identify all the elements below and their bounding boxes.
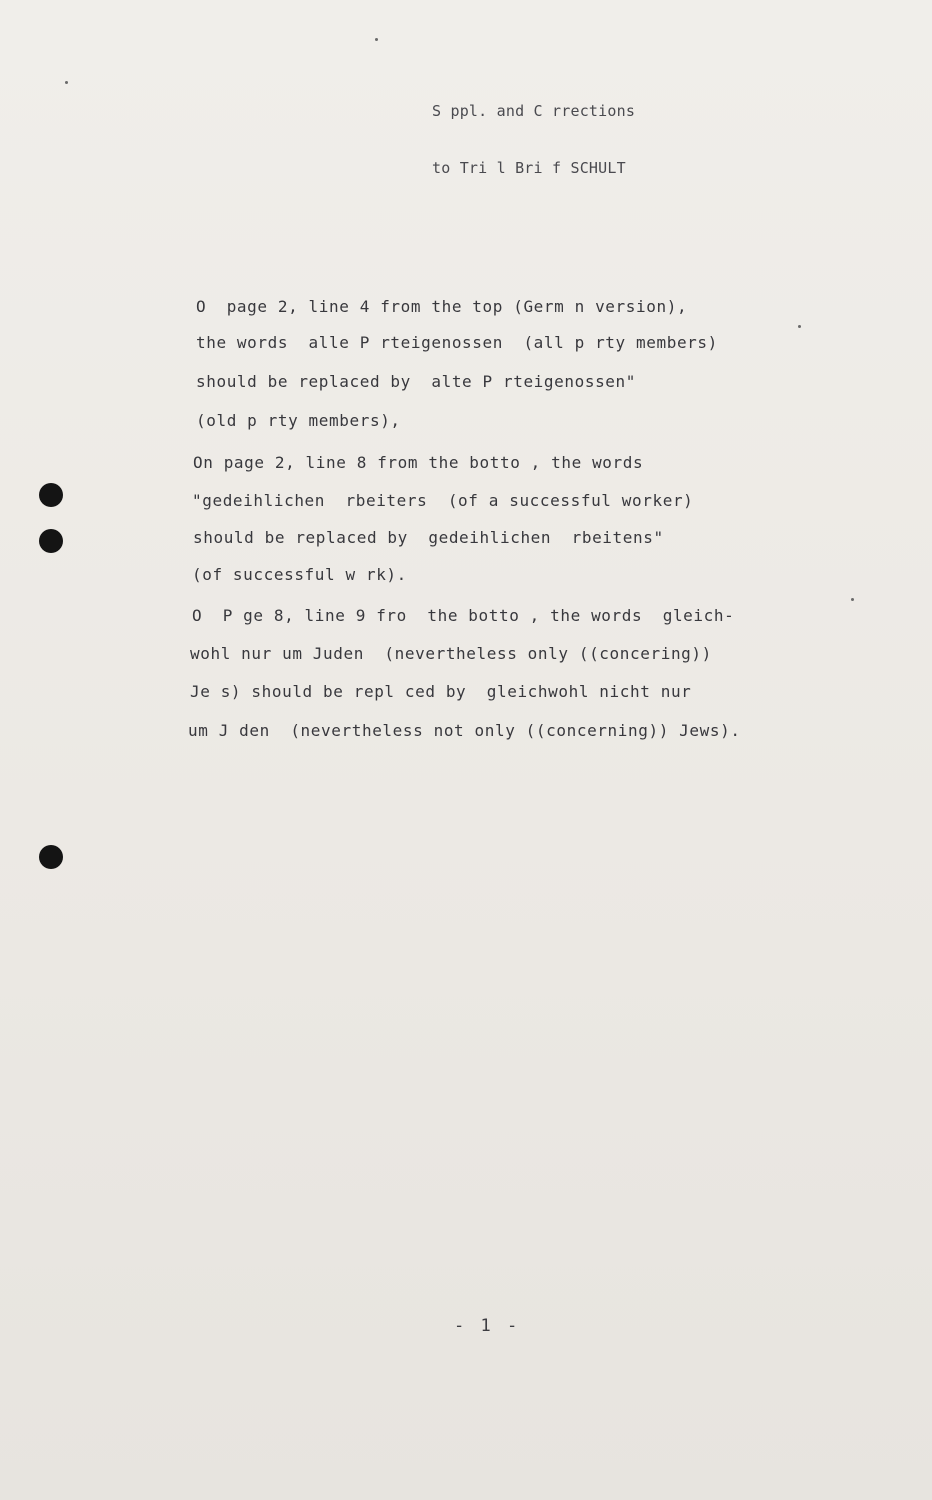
header-line-1: S ppl. and C rrections — [432, 102, 636, 120]
page-number: - 1 - — [454, 1316, 521, 1336]
body-line: O P ge 8, line 9 fro the botto , the words gleich- — [192, 606, 735, 625]
body-line: O page 2, line 4 from the top (Germ n version), — [196, 297, 688, 316]
header-line-2: to Tri l Bri f SCHULT — [432, 159, 626, 177]
body-line: On page 2, line 8 from the botto , the words — [193, 453, 644, 472]
body-line: Je s) should be repl ced by gleichwohl nicht nur — [190, 682, 692, 701]
body-line: should be replaced by gedeihlichen rbeitens" — [193, 528, 664, 547]
body-line: "gedeihlichen rbeiters (of a successful worker) — [192, 491, 694, 510]
body-line: the words alle P rteigenossen (all p rty members) — [196, 333, 718, 352]
body-line: (old p rty members), — [196, 411, 401, 430]
body-line: should be replaced by alte P rteigenossen" — [196, 372, 637, 391]
body-line: um J den (nevertheless not only ((concerning)) Jews). — [188, 721, 741, 740]
body-line: (of successful w rk). — [192, 565, 407, 584]
body-line: wohl nur um Juden (nevertheless only ((concering)) — [190, 644, 712, 663]
